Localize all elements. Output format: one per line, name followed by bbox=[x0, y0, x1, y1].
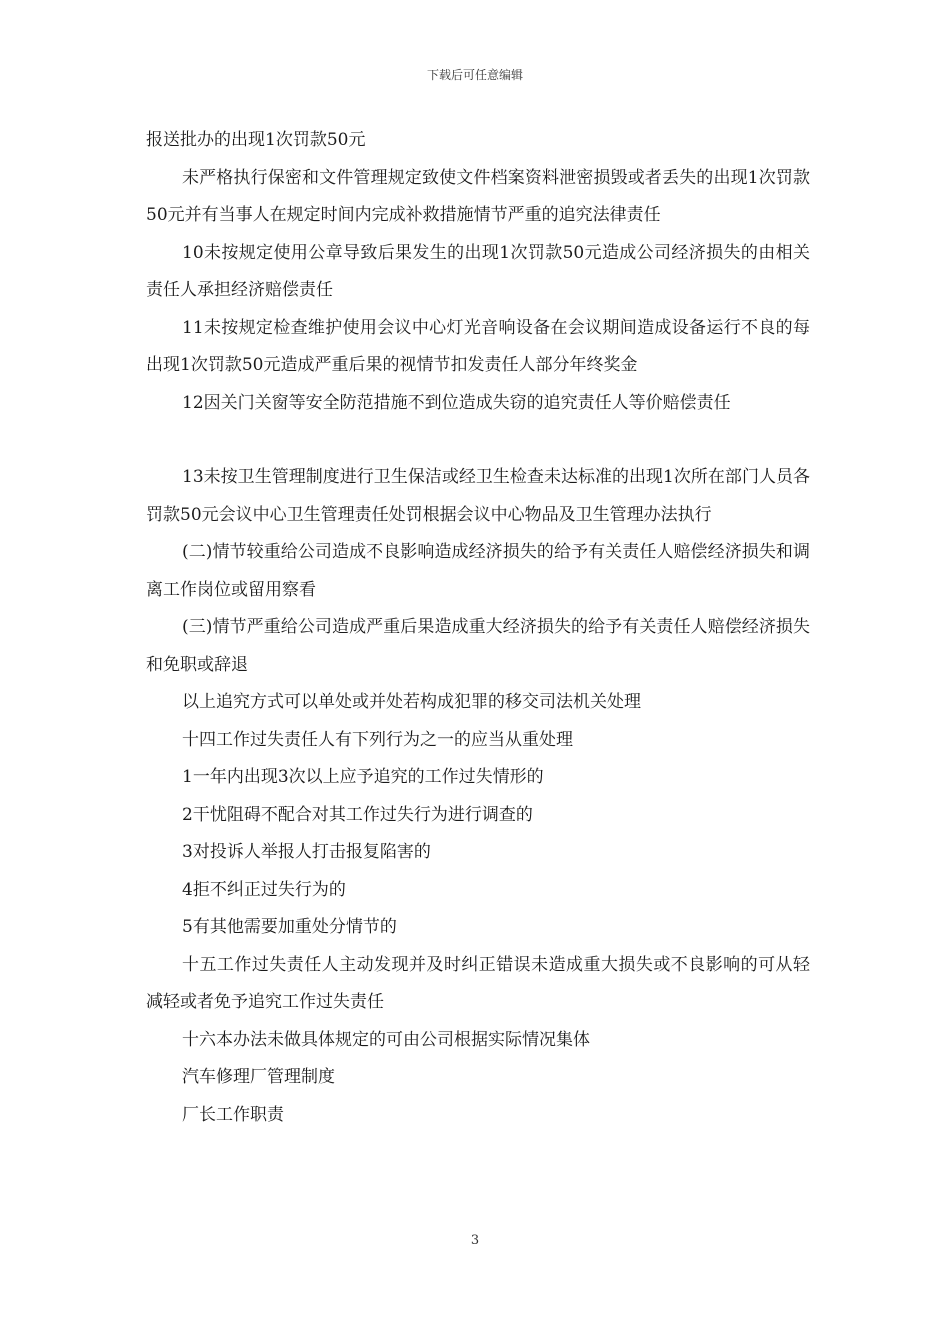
list-item: 4拒不纠正过失行为的 bbox=[182, 879, 346, 900]
paragraph: (二)情节较重给公司造成不良影响造成经济损失的给予有关责任人赔偿经济损失和调离工作岗位或留用察看 bbox=[146, 542, 810, 600]
paragraph: 十五工作过失责任人主动发现并及时纠正错误未造成重大损失或不良影响的可从轻减轻或者免予追究工作过失责任 bbox=[146, 954, 810, 1012]
paragraph: 报送批办的出现1次罚款50元 bbox=[146, 130, 366, 150]
page-number: 3 bbox=[470, 1233, 480, 1248]
paragraph: 13未按卫生管理制度进行卫生保洁或经卫生检查未达标准的出现1次所在部门人员各罚款50元会议中心卫生管理责任处罚根据会议中心物品及卫生管理办法执行 bbox=[146, 467, 810, 525]
list-item: 1一年内出现3次以上应予追究的工作过失情形的 bbox=[182, 767, 544, 787]
paragraph: 未严格执行保密和文件管理规定致使文件档案资料泄密损毁或者丢失的出现1次罚款50元并有当事人在规定时间内完成补救措施情节严重的追究法律责任 bbox=[146, 167, 810, 225]
blank-line bbox=[146, 422, 810, 459]
paragraph: (三)情节严重给公司造成严重后果造成重大经济损失的给予有关责任人赔偿经济损失和免职或辞退 bbox=[146, 617, 810, 675]
paragraph: 十四工作过失责任人有下列行为之一的应当从重处理 bbox=[182, 729, 573, 750]
document-body bbox=[146, 122, 810, 1134]
section-heading: 汽车修理厂管理制度 bbox=[182, 1067, 335, 1087]
section-heading: 厂长工作职责 bbox=[182, 1104, 284, 1125]
paragraph: 12因关门关窗等安全防范措施不到位造成失窃的追究责任人等价赔偿责任 bbox=[182, 392, 731, 413]
page-header: 下载后可任意编辑 bbox=[426, 68, 523, 82]
paragraph: 10未按规定使用公章导致后果发生的出现1次罚款50元造成公司经济损失的由相关责任人承担经济赔偿责任 bbox=[146, 242, 810, 300]
list-item: 3对投诉人举报人打击报复陷害的 bbox=[182, 842, 431, 862]
list-item: 5有其他需要加重处分情节的 bbox=[182, 917, 397, 937]
paragraph: 以上追究方式可以单处或并处若构成犯罪的移交司法机关处理 bbox=[182, 692, 641, 712]
list-item: 2干忧阻碍不配合对其工作过失行为进行调查的 bbox=[182, 804, 533, 825]
paragraph: 11未按规定检查维护使用会议中心灯光音响设备在会议期间造成设备运行不良的每出现1次罚款50元造成严重后果的视情节扣发责任人部分年终奖金 bbox=[146, 317, 810, 375]
paragraph: 十六本办法未做具体规定的可由公司根据实际情况集体 bbox=[182, 1029, 590, 1050]
